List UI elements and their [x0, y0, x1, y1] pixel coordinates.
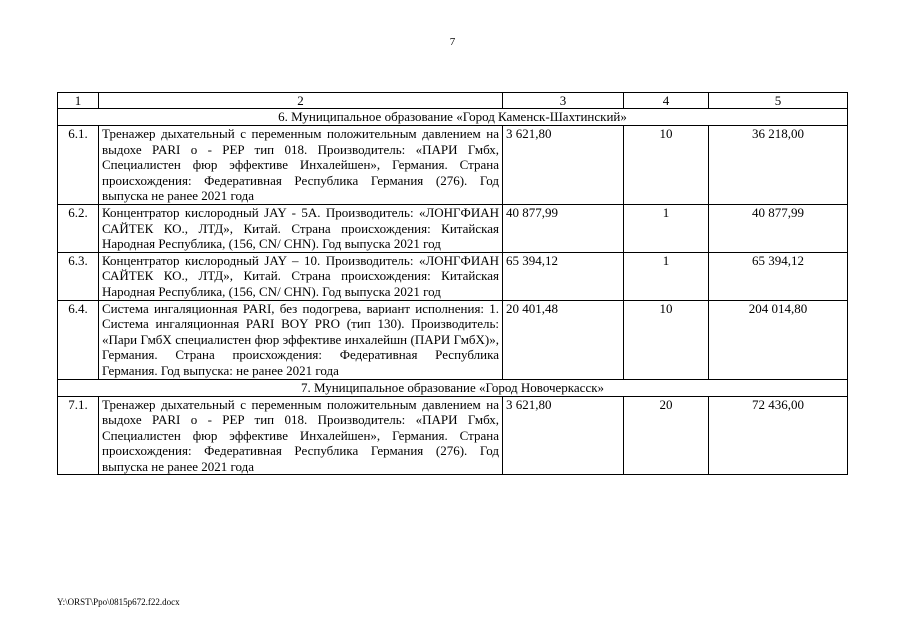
column-header: 2 — [99, 93, 503, 109]
row-price: 20 401,48 — [503, 300, 624, 379]
row-description: Тренажер дыхательный с переменным положительным давлением на выдохе PARI о - PEP тип 018. Производитель: «ПАРИ Гмбх, Специалистен фюр эффективе Инхалейшен», Германия. Страна происхождения: Федеративная Республика Германия (276). Год выпуска не ранее 2021 года — [99, 126, 503, 205]
row-quantity: 10 — [624, 126, 709, 205]
row-description: Система ингаляционная PARI, без подогрева, вариант исполнения: 1. Система ингаляционная PARI BOY PRO (тип 130). Производитель: «Пари ГмбХ специалистен фюр эффективе инхалейшн (ПАРИ ГмбХ)», Германия. Страна происхождения: Федеративная Республика Германия. Год выпуска: не ранее 2021 года — [99, 300, 503, 379]
section-row — [58, 379, 848, 396]
row-sum: 65 394,12 — [709, 252, 848, 300]
section-row — [58, 109, 848, 126]
table-header-row — [58, 93, 848, 109]
row-number: 6.3. — [58, 252, 99, 300]
table-row — [58, 126, 848, 205]
row-number: 6.1. — [58, 126, 99, 205]
row-description: Концентратор кислородный JAY – 10. Производитель: «ЛОНГФИАН САЙТЕК КО., ЛТД», Китай. Страна происхождения: Китайская Народная Республика, (156, CN/ CHN). Год выпуска 2021 год — [99, 252, 503, 300]
row-price: 40 877,99 — [503, 204, 624, 252]
table-row — [58, 252, 848, 300]
row-description: Тренажер дыхательный с переменным положительным давлением на выдохе PARI о - PEP тип 018. Производитель: «ПАРИ Гмбх, Специалистен фюр эффективе Инхалейшен», Германия. Страна происхождения: Федеративная Республика Германия (276). Год выпуска не ранее 2021 года — [99, 396, 503, 475]
row-quantity: 1 — [624, 204, 709, 252]
row-price: 3 621,80 — [503, 126, 624, 205]
row-sum: 204 014,80 — [709, 300, 848, 379]
table-row — [58, 300, 848, 379]
row-description: Концентратор кислородный JAY - 5A. Производитель: «ЛОНГФИАН САЙТЕК КО., ЛТД», Китай. Страна происхождения: Китайская Народная Республика, (156, CN/ CHN). Год выпуска 2021 год — [99, 204, 503, 252]
table-row — [58, 204, 848, 252]
row-number: 6.4. — [58, 300, 99, 379]
page-number: 7 — [449, 36, 456, 48]
table-row — [58, 396, 848, 475]
column-header: 3 — [503, 93, 624, 109]
items-table — [57, 92, 848, 475]
row-sum: 36 218,00 — [709, 126, 848, 205]
row-price: 3 621,80 — [503, 396, 624, 475]
column-header: 4 — [624, 93, 709, 109]
row-number: 7.1. — [58, 396, 99, 475]
row-quantity: 20 — [624, 396, 709, 475]
footer-file-path: Y:\ORST\Ppo\0815p672.f22.docx — [57, 597, 180, 607]
column-header: 5 — [709, 93, 848, 109]
column-header: 1 — [58, 93, 99, 109]
section-title: 6. Муниципальное образование «Город Каменск-Шахтинский» — [58, 109, 848, 126]
row-sum: 40 877,99 — [709, 204, 848, 252]
row-number: 6.2. — [58, 204, 99, 252]
row-sum: 72 436,00 — [709, 396, 848, 475]
section-title: 7. Муниципальное образование «Город Новочеркасск» — [58, 379, 848, 396]
row-price: 65 394,12 — [503, 252, 624, 300]
row-quantity: 1 — [624, 252, 709, 300]
row-quantity: 10 — [624, 300, 709, 379]
